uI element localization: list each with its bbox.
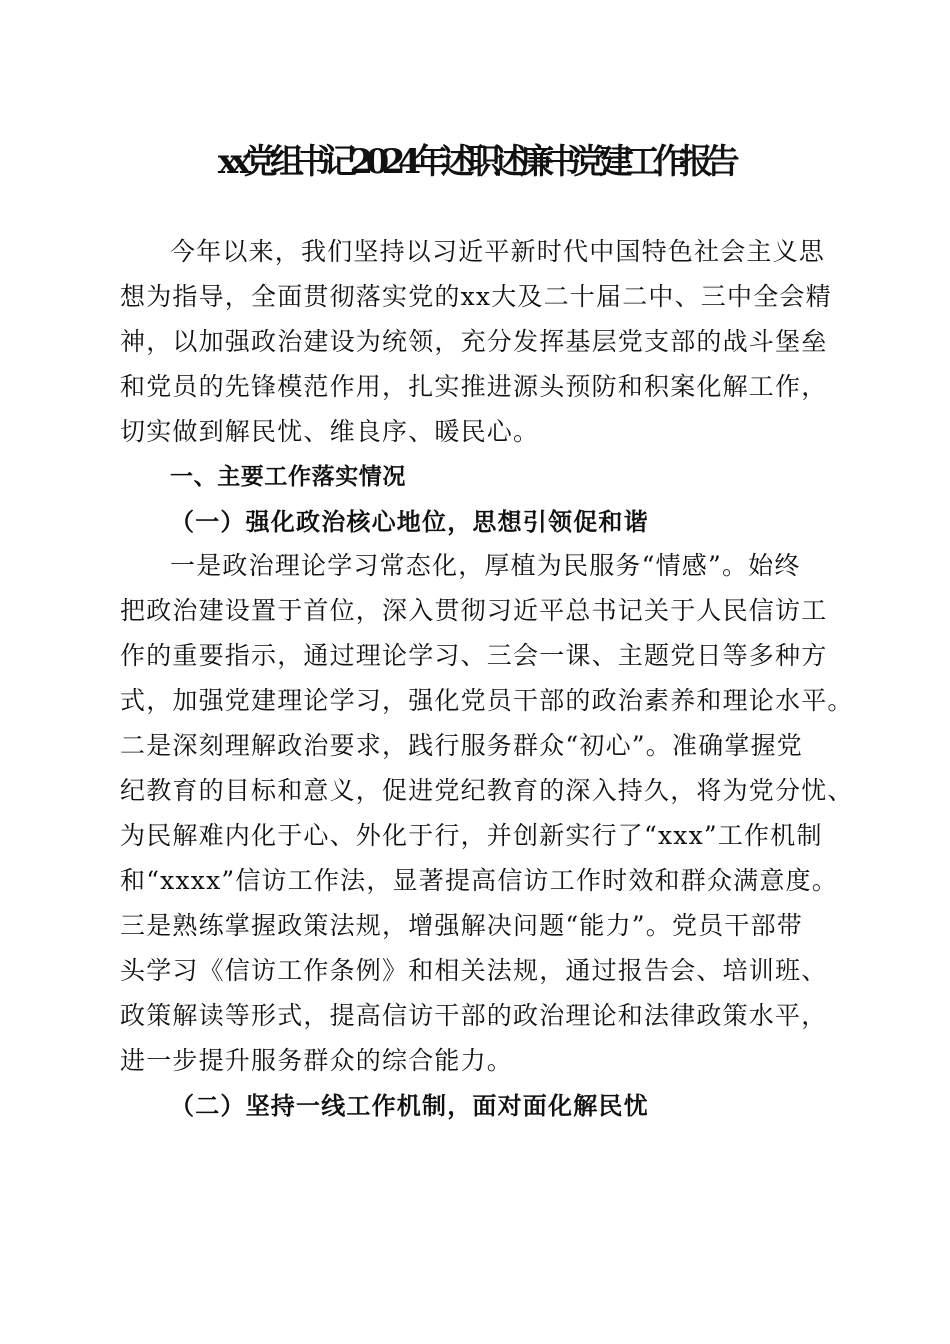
paragraph-line: 二是深刻理解政治要求，践行服务群众“初心”。准确掌握党 (120, 731, 803, 760)
subsection-heading: （二）坚持一线工作机制，面对面化解民忧 (170, 1091, 649, 1120)
paragraph-line: 一是政治理论学习常态化，厚植为民服务“情感”。始终 (170, 551, 801, 580)
section-heading: 一、主要工作落实情况 (170, 464, 406, 490)
paragraph-line: 想为指导，全面贯彻落实党的xx大及二十届二中、三中全会精 (120, 282, 832, 311)
paragraph-line: 切实做到解民忧、维良序、暖民心。 (120, 417, 540, 446)
paragraph-line: 头学习《信访工作条例》和相关法规，通过报告会、培训班、 (120, 956, 828, 985)
paragraph-line: 式，加强党建理论学习，强化党员干部的政治素养和理论水平。 (120, 686, 854, 715)
document-title: xx党组书记2024年述职述廉书党建工作报告 (217, 142, 733, 182)
paragraph-line: 作的重要指示，通过理论学习、三会一课、主题党日等多种方 (120, 641, 828, 670)
paragraph-line: 纪教育的目标和意义，促进党纪教育的深入持久，将为党分忧、 (120, 776, 854, 805)
paragraph-line: 今年以来，我们坚持以习近平新时代中国特色社会主义思 (170, 237, 826, 266)
paragraph-line: 神，以加强政治建设为统领，充分发挥基层党支部的战斗堡垒 (120, 327, 828, 356)
paragraph-line: 为民解难内化于心、外化于行，并创新实行了“xxx”工作机制 (120, 821, 823, 850)
paragraph-line: 把政治建设置于首位，深入贯彻习近平总书记关于人民信访工 (120, 596, 828, 625)
paragraph-line: 进一步提升服务群众的综合能力。 (120, 1046, 514, 1075)
paragraph-line: 政策解读等形式，提高信访干部的政治理论和法律政策水平， (120, 1001, 828, 1030)
paragraph-line: 和党员的先锋模范作用，扎实推进源头预防和积案化解工作， (120, 372, 828, 401)
paragraph-line: 三是熟练掌握政策法规，增强解决问题“能力”。党员干部带 (120, 911, 803, 940)
subsection-heading: （一）强化政治核心地位，思想引领促和谐 (170, 507, 649, 536)
paragraph-line: 和“xxxx”信访工作法，显著提高信访工作时效和群众满意度。 (120, 866, 838, 895)
